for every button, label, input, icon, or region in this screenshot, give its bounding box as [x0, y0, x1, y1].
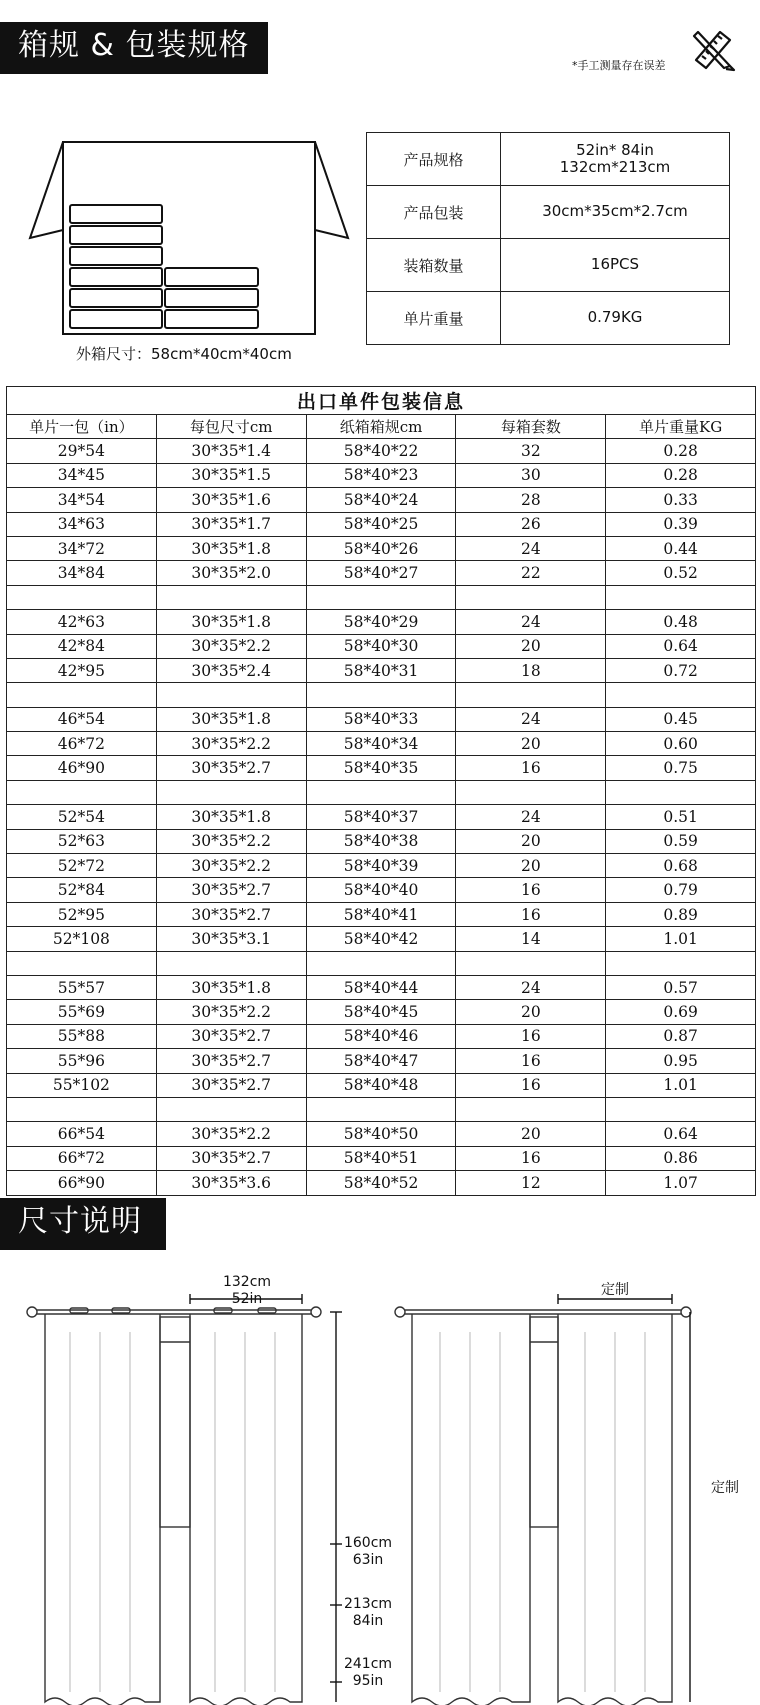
table-cell: 58*40*26	[306, 536, 456, 560]
table-cell: 30*35*2.0	[156, 561, 306, 585]
table-cell: 52*72	[7, 854, 157, 878]
table-cell: 24	[456, 707, 606, 731]
table-row	[7, 585, 756, 609]
section-header-packing: 箱规 & 包装规格	[0, 22, 268, 74]
table-cell: 58*40*33	[306, 707, 456, 731]
spec-value: 52in* 84in 132cm*213cm	[501, 133, 730, 186]
table-row	[7, 610, 756, 634]
rod-finial-icon	[27, 1307, 37, 1317]
spec-row	[367, 292, 730, 345]
table-cell: 58*40*41	[306, 902, 456, 926]
table-cell: 52*54	[7, 805, 157, 829]
table-cell: 52*108	[7, 927, 157, 951]
table-cell: 16	[456, 1024, 606, 1048]
table-cell	[156, 585, 306, 609]
table-cell: 0.59	[606, 829, 756, 853]
table-cell: 0.51	[606, 805, 756, 829]
table-cell: 30*35*2.2	[156, 1000, 306, 1024]
table-header-row	[7, 415, 756, 439]
table-cell	[456, 780, 606, 804]
table-cell: 58*40*27	[306, 561, 456, 585]
table-cell: 30*35*1.7	[156, 512, 306, 536]
curtain-size-diagram	[0, 1262, 760, 1705]
table-cell: 22	[456, 561, 606, 585]
table-cell: 30*35*2.7	[156, 1073, 306, 1097]
table-row	[7, 951, 756, 975]
table-cell: 55*69	[7, 1000, 157, 1024]
rod-finial-icon	[311, 1307, 321, 1317]
table-cell: 0.72	[606, 658, 756, 682]
table-cell: 20	[456, 829, 606, 853]
table-cell: 30*35*2.7	[156, 1024, 306, 1048]
table-cell: 0.48	[606, 610, 756, 634]
spec-label: 产品规格	[367, 133, 501, 186]
custom-width-label: 定制	[601, 1282, 629, 1298]
table-cell: 34*84	[7, 561, 157, 585]
table-cell: 0.28	[606, 439, 756, 463]
table-cell: 24	[456, 805, 606, 829]
table-cell: 52*95	[7, 902, 157, 926]
table-cell: 14	[456, 927, 606, 951]
spec-value: 16PCS	[501, 239, 730, 292]
table-cell: 55*57	[7, 975, 157, 999]
table-cell: 58*40*22	[306, 439, 456, 463]
table-cell: 0.75	[606, 756, 756, 780]
table-cell: 58*40*45	[306, 1000, 456, 1024]
table-cell: 0.86	[606, 1146, 756, 1170]
col-header: 单片重量KG	[606, 415, 756, 439]
table-cell	[456, 951, 606, 975]
table-cell: 0.44	[606, 536, 756, 560]
table-cell: 58*40*31	[306, 658, 456, 682]
table-row	[7, 854, 756, 878]
table-cell: 30*35*2.7	[156, 1146, 306, 1170]
col-header: 纸箱箱规cm	[306, 415, 456, 439]
table-cell: 34*45	[7, 463, 157, 487]
table-cell: 30*35*2.2	[156, 1122, 306, 1146]
table-cell: 34*63	[7, 512, 157, 536]
col-header: 单片一包（in）	[7, 415, 157, 439]
table-cell	[156, 780, 306, 804]
table-cell: 24	[456, 610, 606, 634]
table-cell: 30*35*2.2	[156, 829, 306, 853]
table-cell	[306, 1097, 456, 1121]
table-cell: 66*54	[7, 1122, 157, 1146]
section-header-size: 尺寸说明	[0, 1198, 166, 1250]
table-cell: 58*40*35	[306, 756, 456, 780]
table-cell: 18	[456, 658, 606, 682]
table-cell: 42*95	[7, 658, 157, 682]
table-cell: 30*35*2.2	[156, 634, 306, 658]
table-cell: 42*84	[7, 634, 157, 658]
table-row	[7, 561, 756, 585]
table-cell: 55*96	[7, 1049, 157, 1073]
table-cell	[306, 585, 456, 609]
table-cell: 20	[456, 1000, 606, 1024]
table-cell: 0.89	[606, 902, 756, 926]
table-cell: 30*35*2.2	[156, 854, 306, 878]
table-cell: 46*72	[7, 732, 157, 756]
table-row	[7, 878, 756, 902]
table-cell: 28	[456, 488, 606, 512]
table-cell: 30*35*1.4	[156, 439, 306, 463]
table-cell: 16	[456, 1146, 606, 1170]
table-cell: 58*40*29	[306, 610, 456, 634]
table-row	[7, 1024, 756, 1048]
table-cell: 52*63	[7, 829, 157, 853]
length-label-1: 160cm 63in	[343, 1535, 393, 1568]
table-cell: 55*88	[7, 1024, 157, 1048]
table-row	[7, 439, 756, 463]
table-cell: 30*35*2.7	[156, 1049, 306, 1073]
table-cell: 0.68	[606, 854, 756, 878]
width-label-left: 132cm 52in	[222, 1274, 272, 1307]
table-row	[7, 658, 756, 682]
table-cell: 52*84	[7, 878, 157, 902]
table-row	[7, 1049, 756, 1073]
table-row	[7, 975, 756, 999]
table-cell	[7, 585, 157, 609]
table-cell: 29*54	[7, 439, 157, 463]
table-cell: 30*35*2.7	[156, 878, 306, 902]
table-cell: 30*35*1.8	[156, 536, 306, 560]
table-cell: 24	[456, 975, 606, 999]
table-cell: 0.69	[606, 1000, 756, 1024]
table-cell	[606, 683, 756, 707]
table-cell	[156, 683, 306, 707]
table-cell: 0.57	[606, 975, 756, 999]
spec-value: 30cm*35cm*2.7cm	[501, 186, 730, 239]
table-cell: 58*40*24	[306, 488, 456, 512]
table-row	[7, 707, 756, 731]
col-header: 每箱套数	[456, 415, 606, 439]
table-cell: 16	[456, 1049, 606, 1073]
table-cell: 30*35*3.6	[156, 1171, 306, 1195]
table-cell: 58*40*37	[306, 805, 456, 829]
table-cell: 0.64	[606, 1122, 756, 1146]
table-cell	[606, 585, 756, 609]
table-cell: 20	[456, 732, 606, 756]
table-cell: 34*54	[7, 488, 157, 512]
table-row	[7, 634, 756, 658]
spec-row	[367, 186, 730, 239]
table-cell: 46*54	[7, 707, 157, 731]
table-cell: 0.60	[606, 732, 756, 756]
table-cell: 66*72	[7, 1146, 157, 1170]
table-cell: 58*40*42	[306, 927, 456, 951]
table-cell	[156, 951, 306, 975]
table-cell: 30*35*1.5	[156, 463, 306, 487]
table-cell: 12	[456, 1171, 606, 1195]
outer-box-size: 外箱尺寸：58cm*40cm*40cm	[76, 345, 292, 363]
rod-finial-icon	[395, 1307, 405, 1317]
table-cell: 30*35*2.7	[156, 902, 306, 926]
table-row	[7, 512, 756, 536]
table-cell: 58*40*44	[306, 975, 456, 999]
table-cell	[306, 780, 456, 804]
length-label-3: 241cm 95in	[343, 1656, 393, 1689]
table-row	[7, 1097, 756, 1121]
table-cell: 20	[456, 1122, 606, 1146]
table-row	[7, 1073, 756, 1097]
table-cell: 58*40*30	[306, 634, 456, 658]
table-cell: 30*35*1.8	[156, 975, 306, 999]
table-row	[7, 780, 756, 804]
table-cell: 16	[456, 902, 606, 926]
table-cell	[7, 951, 157, 975]
table-row	[7, 463, 756, 487]
table-row	[7, 732, 756, 756]
table-cell: 0.79	[606, 878, 756, 902]
table-cell: 30*35*2.4	[156, 658, 306, 682]
custom-length-label: 定制	[711, 1480, 739, 1496]
table-cell	[7, 1097, 157, 1121]
spec-label: 单片重量	[367, 292, 501, 345]
table-row	[7, 488, 756, 512]
table-cell: 58*40*50	[306, 1122, 456, 1146]
table-cell: 58*40*34	[306, 732, 456, 756]
table-row	[7, 829, 756, 853]
table-cell: 58*40*23	[306, 463, 456, 487]
table-cell: 0.39	[606, 512, 756, 536]
spec-label: 装箱数量	[367, 239, 501, 292]
table-title: 出口单件包装信息	[7, 387, 756, 415]
table-cell: 30*35*2.2	[156, 732, 306, 756]
table-cell: 32	[456, 439, 606, 463]
table-cell: 16	[456, 878, 606, 902]
table-cell	[456, 585, 606, 609]
table-cell: 58*40*25	[306, 512, 456, 536]
measurement-note: *手工测量存在误差	[572, 59, 666, 72]
table-cell: 66*90	[7, 1171, 157, 1195]
table-row	[7, 1000, 756, 1024]
table-cell: 46*90	[7, 756, 157, 780]
spec-value: 0.79KG	[501, 292, 730, 345]
table-row	[7, 683, 756, 707]
table-cell: 58*40*38	[306, 829, 456, 853]
table-cell	[156, 1097, 306, 1121]
table-cell	[606, 780, 756, 804]
table-row	[7, 536, 756, 560]
table-cell: 1.01	[606, 927, 756, 951]
table-cell: 58*40*40	[306, 878, 456, 902]
table-cell: 58*40*46	[306, 1024, 456, 1048]
table-cell: 34*72	[7, 536, 157, 560]
table-cell: 30*35*1.8	[156, 610, 306, 634]
table-row	[7, 1171, 756, 1195]
spec-table	[366, 132, 730, 345]
table-cell: 26	[456, 512, 606, 536]
table-cell: 55*102	[7, 1073, 157, 1097]
table-cell: 0.64	[606, 634, 756, 658]
table-row	[7, 805, 756, 829]
spec-row	[367, 133, 730, 186]
table-cell: 1.01	[606, 1073, 756, 1097]
table-cell: 16	[456, 756, 606, 780]
packing-info-table	[6, 386, 756, 1196]
table-cell	[306, 951, 456, 975]
table-cell	[7, 683, 157, 707]
table-row	[7, 756, 756, 780]
table-row	[7, 1146, 756, 1170]
table-cell: 30*35*3.1	[156, 927, 306, 951]
table-row	[7, 1122, 756, 1146]
length-label-2: 213cm 84in	[343, 1596, 393, 1629]
table-cell: 58*40*52	[306, 1171, 456, 1195]
table-cell: 0.28	[606, 463, 756, 487]
table-cell: 58*40*47	[306, 1049, 456, 1073]
table-cell: 20	[456, 634, 606, 658]
table-cell: 0.95	[606, 1049, 756, 1073]
ruler-pencil-icon	[690, 26, 736, 72]
table-cell: 58*40*39	[306, 854, 456, 878]
table-cell	[606, 1097, 756, 1121]
table-cell: 30	[456, 463, 606, 487]
spec-label: 产品包装	[367, 186, 501, 239]
table-cell: 1.07	[606, 1171, 756, 1195]
table-cell: 20	[456, 854, 606, 878]
table-cell	[456, 683, 606, 707]
table-cell	[606, 951, 756, 975]
table-cell: 58*40*51	[306, 1146, 456, 1170]
table-cell	[7, 780, 157, 804]
table-cell	[456, 1097, 606, 1121]
table-cell: 0.33	[606, 488, 756, 512]
table-cell: 30*35*1.8	[156, 707, 306, 731]
table-cell: 30*35*1.6	[156, 488, 306, 512]
table-cell: 0.87	[606, 1024, 756, 1048]
table-cell: 30*35*2.7	[156, 756, 306, 780]
table-cell: 30*35*1.8	[156, 805, 306, 829]
table-cell	[306, 683, 456, 707]
table-cell: 0.45	[606, 707, 756, 731]
table-cell: 16	[456, 1073, 606, 1097]
spec-row	[367, 239, 730, 292]
table-row	[7, 902, 756, 926]
table-cell: 42*63	[7, 610, 157, 634]
table-cell: 58*40*48	[306, 1073, 456, 1097]
col-header: 每包尺寸cm	[156, 415, 306, 439]
table-cell: 0.52	[606, 561, 756, 585]
carton-box-illustration	[28, 138, 350, 338]
table-cell: 24	[456, 536, 606, 560]
table-row	[7, 927, 756, 951]
